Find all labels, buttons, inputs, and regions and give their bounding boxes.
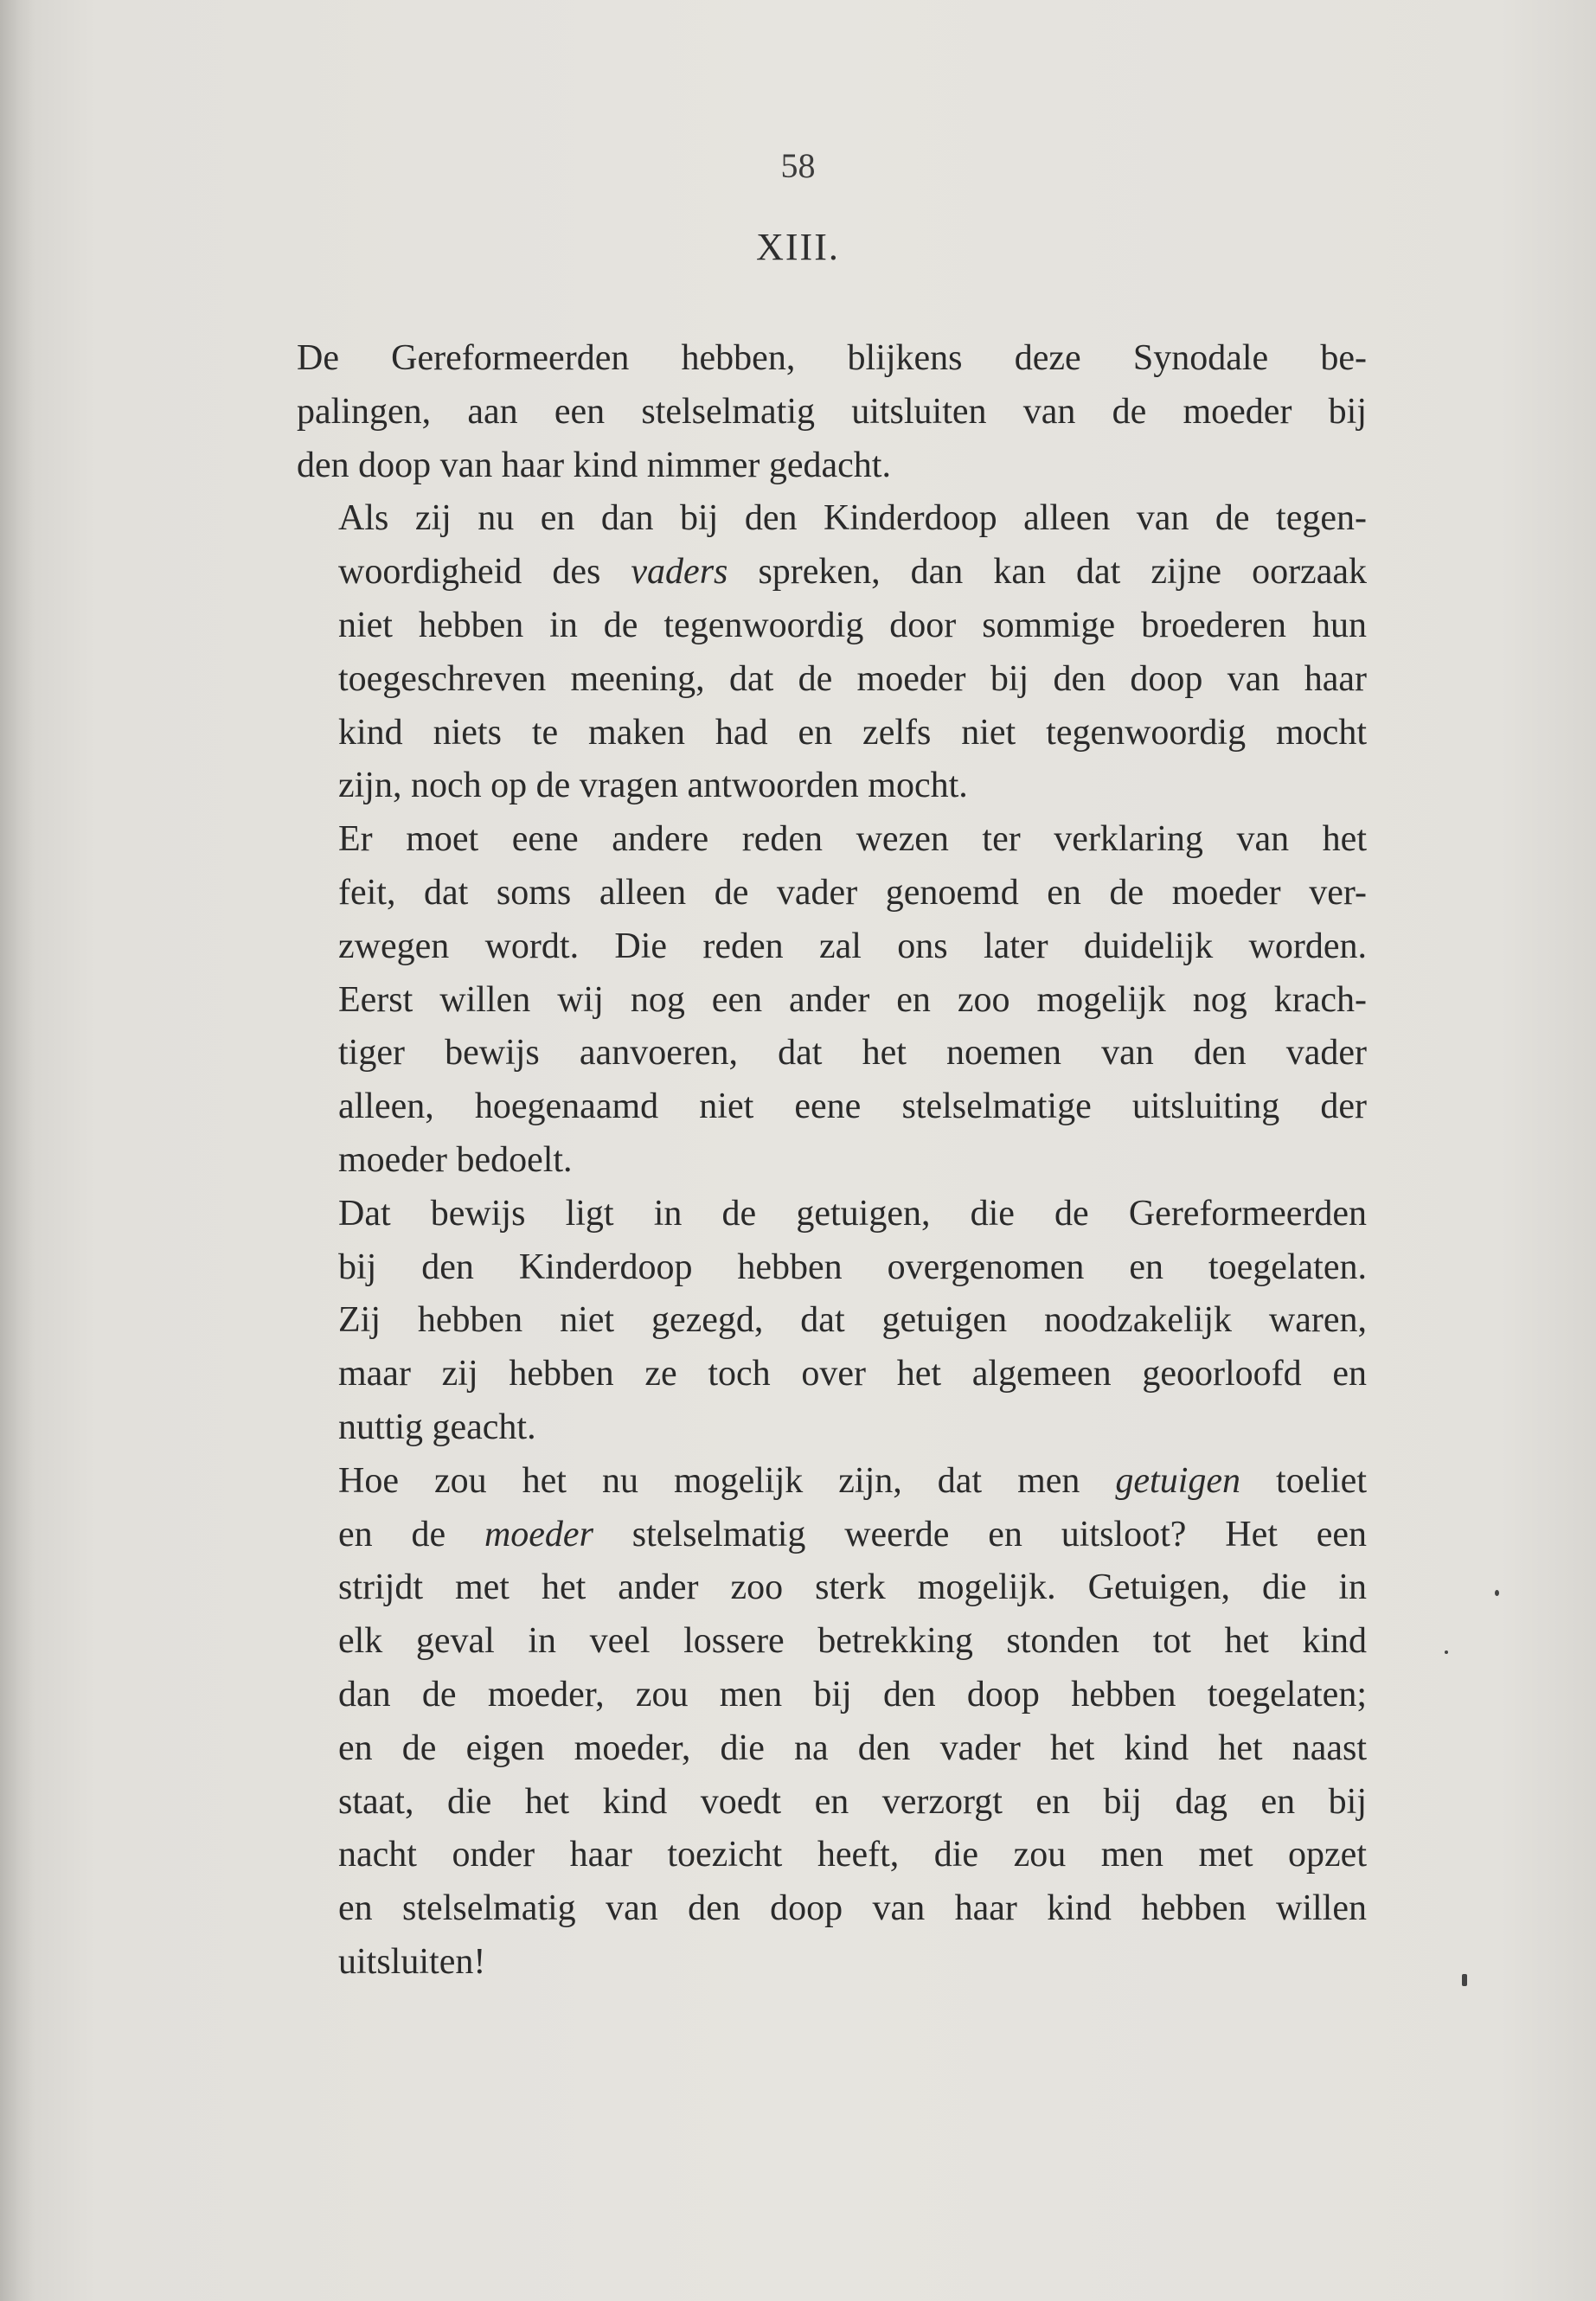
chapter-heading: XIII. — [756, 226, 840, 268]
text-line: moeder bedoelt. — [338, 1139, 573, 1180]
text-line: Als zij nu en dan bij den Kinderdoop alleen van de tegen- — [338, 498, 1367, 539]
scan-speck — [1462, 1974, 1467, 1986]
text-line: den doop van haar kind nimmer gedacht. — [297, 445, 891, 485]
text-line: palingen, aan een stelselmatig uitsluiten van de moeder bij — [297, 391, 1367, 432]
paragraph-2 — [297, 492, 1367, 813]
scan-speck — [1495, 1590, 1499, 1596]
text-line: feit, dat soms alleen de vader genoemd en de moeder ver- — [338, 872, 1367, 913]
text-line: zijn, noch op de vragen antwoorden mocht. — [338, 766, 968, 806]
text-line: kind niets te maken had en zelfs niet tegenwoordig mocht — [338, 712, 1367, 753]
text-line: en de eigen moeder, die na den vader het kind het naast — [338, 1727, 1367, 1768]
text-line: toegeschreven meening, dat de moeder bij den doop van haar — [338, 658, 1367, 699]
text-line: Hoe zou het nu mogelijk zijn, dat men getuigen toeliet — [338, 1460, 1367, 1501]
text-line: nuttig geacht. — [338, 1407, 536, 1447]
text-line: bij den Kinderdoop hebben overgenomen en toegelaten. — [338, 1247, 1367, 1287]
text-line: elk geval in veel lossere betrekking stonden tot het kind — [338, 1621, 1367, 1662]
text-line: nacht onder haar toezicht heeft, die zou men met opzet — [338, 1835, 1367, 1875]
text-line: De Gereformeerden hebben, blijkens deze Synodale be- — [297, 338, 1367, 378]
text-line: en stelselmatig van den doop van haar kind hebben willen — [338, 1888, 1367, 1929]
text-line: Dat bewijs ligt in de getuigen, die de Gereformeerden — [338, 1193, 1367, 1234]
italic-word: getuigen — [1115, 1460, 1241, 1501]
text-line: staat, die het kind voedt en verzorgt en bij dag en bij — [338, 1781, 1367, 1822]
text-line: niet hebben in de tegenwoordig door sommige broederen hun — [338, 605, 1367, 645]
text-line: uitsluiten! — [338, 1941, 486, 1982]
paragraph-1 — [297, 332, 1367, 492]
italic-word: moeder — [484, 1514, 593, 1554]
text-line: woordigheid des vaders spreken, dan kan dat zijne oorzaak — [338, 552, 1367, 593]
text-line: dan de moeder, zou men bij den doop hebben toegelaten; — [338, 1674, 1367, 1715]
text-line: Zij hebben niet gezegd, dat getuigen noodzakelijk waren, — [338, 1300, 1367, 1341]
text-line: zwegen wordt. Die reden zal ons later duidelijk worden. — [338, 926, 1367, 966]
text-line: tiger bewijs aanvoeren, dat het noemen van den vader — [338, 1033, 1367, 1074]
text-line: Er moet eene andere reden wezen ter verklaring van het — [338, 819, 1367, 860]
text-line: strijdt met het ander zoo sterk mogelijk. Getuigen, die in — [338, 1567, 1367, 1608]
text-line: Eerst willen wij nog een ander en zoo mogelijk nog krach- — [338, 979, 1367, 1020]
body-text — [297, 332, 1367, 1990]
text-line: maar zij hebben ze toch over het algemeen geoorloofd en — [338, 1354, 1367, 1394]
paragraph-4 — [297, 1188, 1367, 1455]
scan-speck — [1445, 1650, 1448, 1654]
paragraph-3 — [297, 813, 1367, 1188]
text-line: alleen, hoegenaamd niet eene stelselmatige uitsluiting der — [338, 1086, 1367, 1127]
text-line: en de moeder stelselmatig weerde en uitsloot? Het een — [338, 1514, 1367, 1554]
italic-word: vaders — [631, 552, 728, 593]
paragraph-5 — [297, 1455, 1367, 1990]
page-number: 58 — [780, 146, 816, 185]
page-spine-shadow — [0, 0, 35, 2301]
